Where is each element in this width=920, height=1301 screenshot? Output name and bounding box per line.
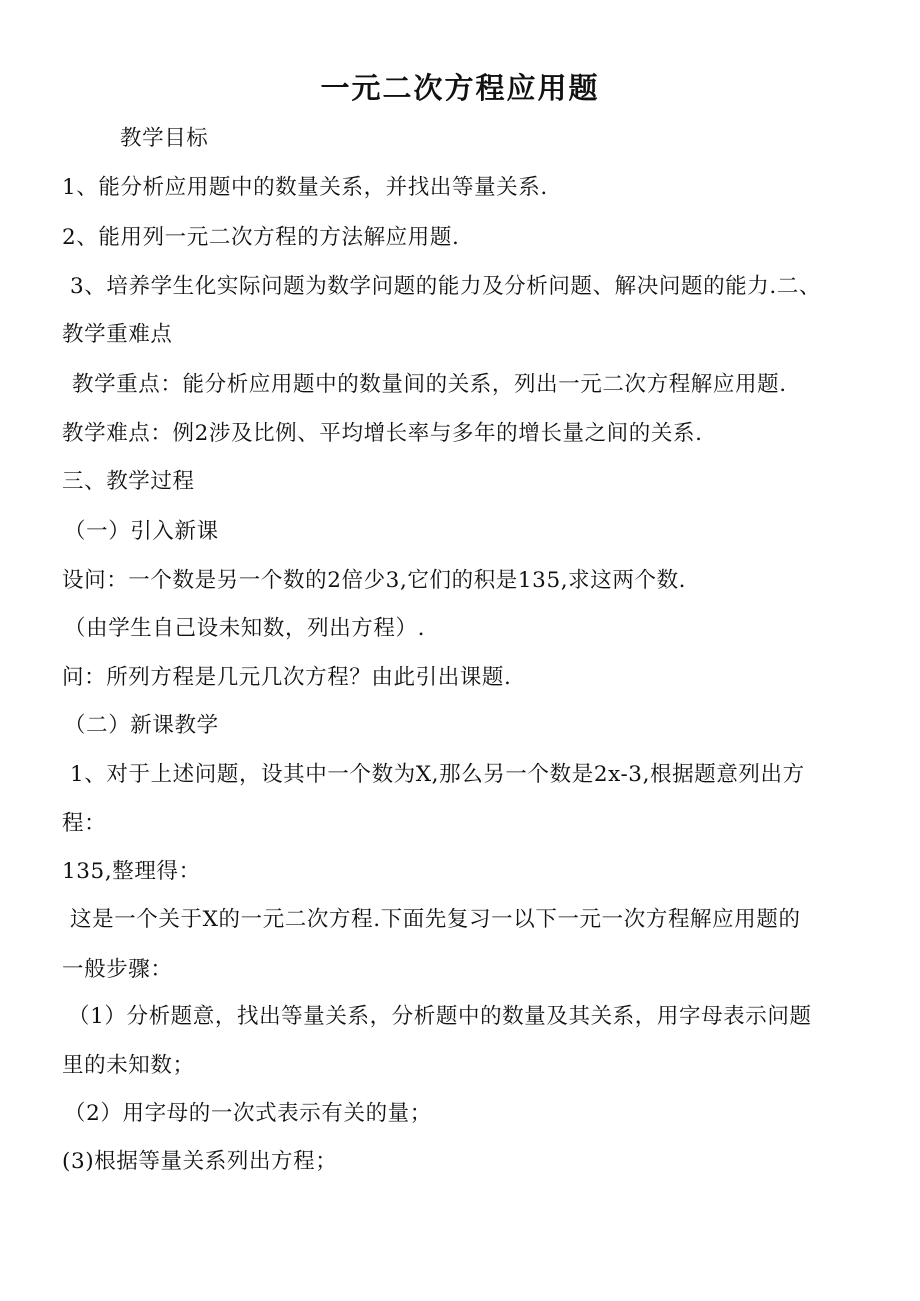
- text-line: （一）引入新课: [64, 519, 219, 544]
- document-title: 一元二次方程应用题: [320, 71, 600, 105]
- text-line: 三、教学过程: [62, 469, 195, 494]
- text-line: 1、对于上述问题，设其中一个数为X,那么另一个数是2x-3,根据题意列出方: [70, 762, 805, 787]
- text-line: 里的未知数；: [62, 1053, 195, 1078]
- text-line: (3)根据等量关系列出方程；: [62, 1149, 338, 1174]
- text-line: 教学重难点: [62, 322, 173, 347]
- text-line: （2）用字母的一次式表示有关的量；: [64, 1101, 432, 1126]
- text-line: 问：所列方程是几元几次方程？由此引出课题.: [62, 665, 512, 690]
- text-line: 135,整理得：: [62, 859, 201, 884]
- text-line-objectives-heading: 教学目标: [120, 126, 209, 151]
- text-line: 一般步骤：: [62, 957, 173, 982]
- text-line: 程：: [62, 811, 107, 836]
- text-line: （1）分析题意，找出等量关系，分析题中的数量及其关系，用字母表示问题: [68, 1004, 812, 1029]
- text-line: 这是一个关于X的一元二次方程.下面先复习一以下一元一次方程解应用题的: [70, 907, 801, 932]
- text-line: 设问：一个数是另一个数的2倍少3,它们的积是135,求这两个数.: [62, 568, 687, 593]
- text-line: 教学重点：能分析应用题中的数量间的关系，列出一元二次方程解应用题.: [72, 372, 787, 397]
- text-line: （由学生自己设未知数，列出方程）.: [64, 616, 426, 641]
- text-line: 2、能用列一元二次方程的方法解应用题.: [62, 225, 460, 250]
- text-line: 教学难点：例2涉及比例、平均增长率与多年的增长量之间的关系.: [62, 421, 703, 446]
- text-line: （二）新课教学: [64, 713, 219, 738]
- text-line: 1、能分析应用题中的数量关系，并找出等量关系.: [62, 175, 548, 200]
- text-line: 3、培养学生化实际问题为数学问题的能力及分析问题、解决问题的能力.二、: [70, 274, 822, 299]
